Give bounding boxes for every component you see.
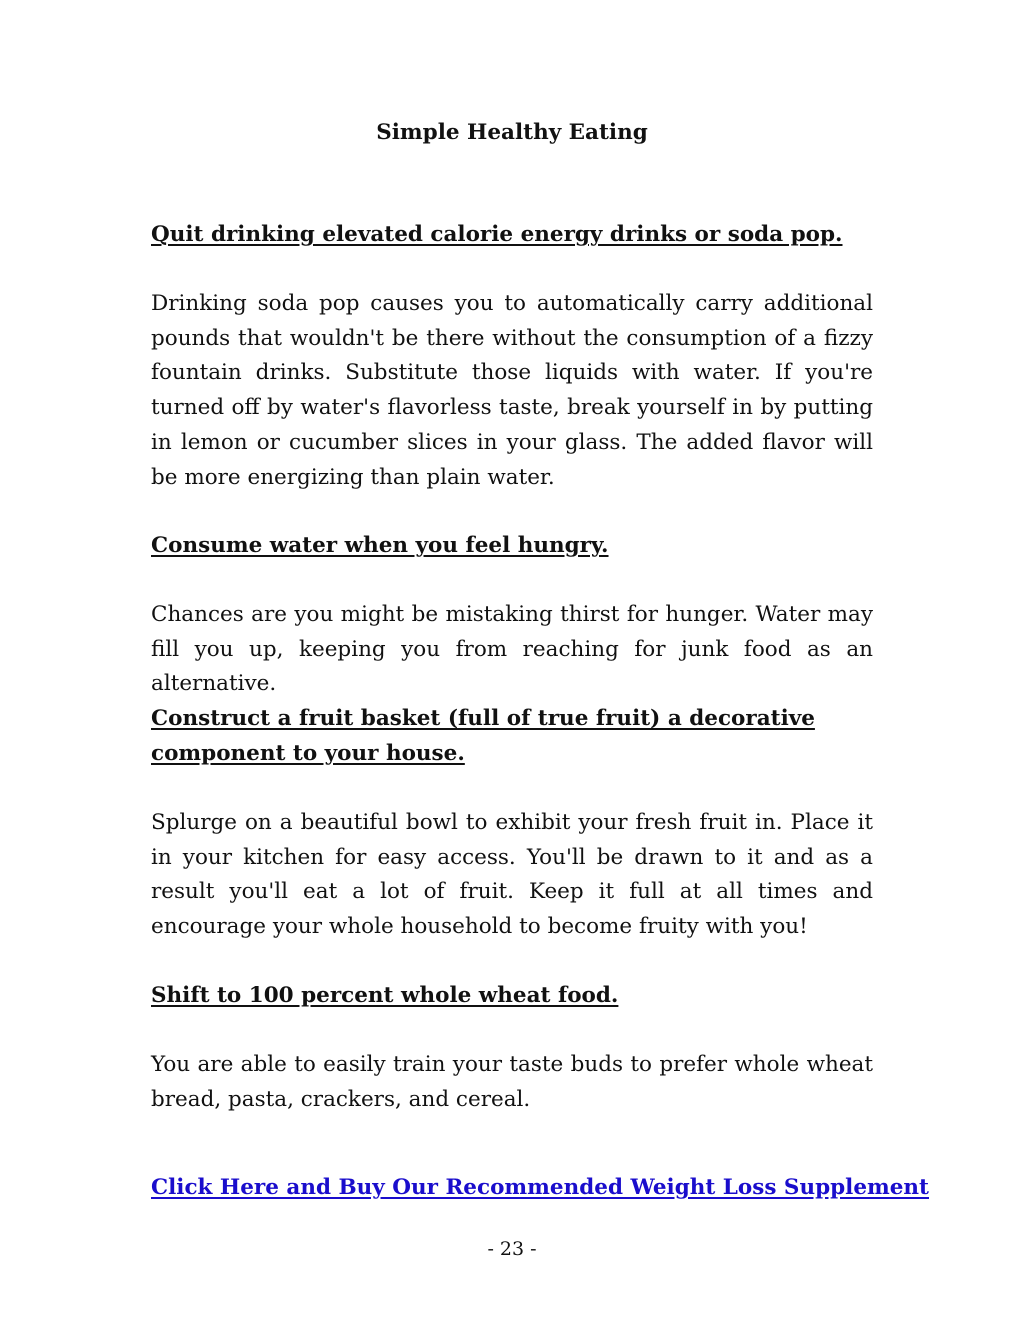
section-heading-soda: Quit drinking elevated calorie energy drinks or soda pop. (151, 222, 843, 247)
section-heading-whole-wheat: Shift to 100 percent whole wheat food. (151, 983, 619, 1008)
section-heading-fruit-basket: Construct a fruit basket (full of true fruit) a decorative component to your house. (151, 706, 815, 766)
section-heading-water: Consume water when you feel hungry. (151, 533, 609, 558)
page-title: Simple Healthy Eating (376, 120, 648, 145)
buy-supplement-link[interactable]: Click Here and Buy Our Recommended Weight Loss Supplement (151, 1175, 929, 1200)
section-body-water: Chances are you might be mistaking thirst for hunger. Water may fill you up, keeping you from reaching for junk food as an alternative. (151, 602, 873, 697)
section-body-whole-wheat: You are able to easily train your taste buds to prefer whole wheat bread, pasta, crackers, and cereal. (151, 1052, 873, 1112)
section-body-fruit-basket: Splurge on a beautiful bowl to exhibit your fresh fruit in. Place it in your kitchen for easy access. You'll be drawn to it and as a result you'll eat a lot of fruit. Keep it full at all times and encourage your whole household to become fruity with you! (151, 810, 873, 940)
section-body-soda: Drinking soda pop causes you to automatically carry additional pounds that wouldn't be there without the consumption of a fizzy fountain drinks. Substitute those liquids with water. If you're turned off by water's flavorless taste, break yourself in by putting in lemon or cucumber slices in your glass. The added flavor will be more energizing than plain water. (151, 291, 873, 490)
page-number: - 23 - (487, 1238, 537, 1260)
